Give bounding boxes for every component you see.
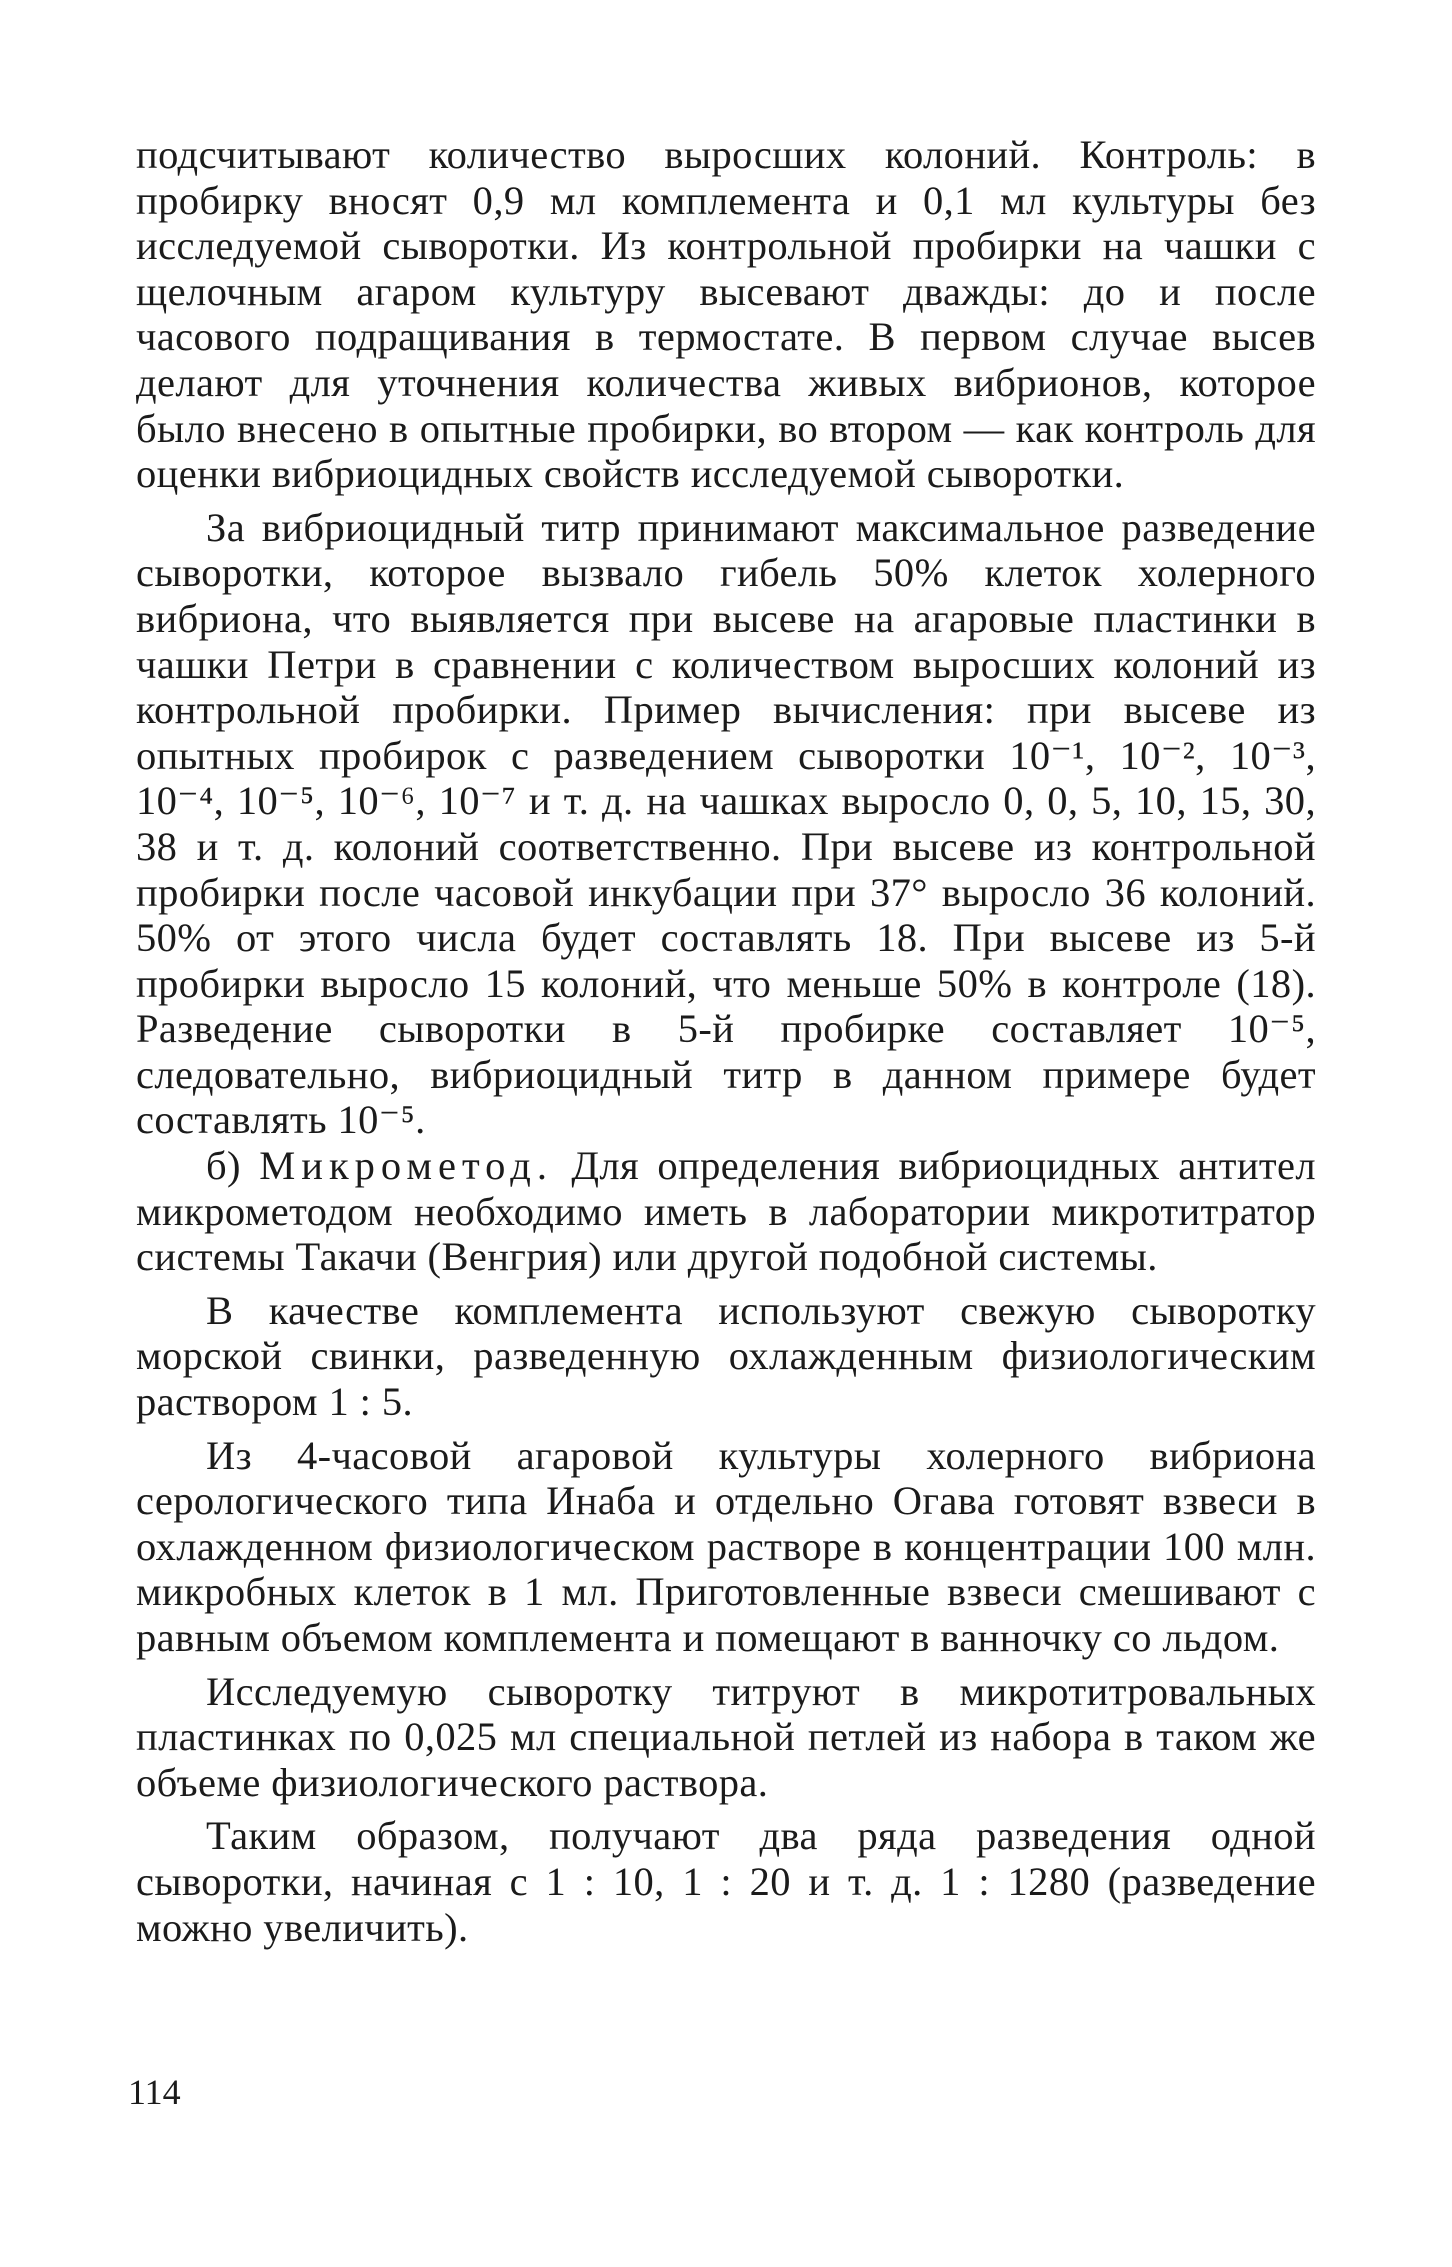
page-number: 114 — [128, 2072, 181, 2112]
paragraph-7: Таким образом, получают два ряда разведения одной сыворотки, начиная с 1 : 10, 1 : 20 и т. д. 1 : 1280 (разведение можно увеличить). — [136, 1813, 1316, 1950]
paragraph-2: За вибриоцидный титр принимают максимальное разведение сыворотки, которое вызвало гибель 50% клеток холерного вибриона, что выявляется при высеве на агаровые пластинки в чашки Петри в сравнении с количеством выросших колоний из контрольной пробирки. Пример вычисления: при высеве из опытных пробирок с разведением сыворотки 10⁻¹, 10⁻², 10⁻³, 10⁻⁴, 10⁻⁵, 10⁻⁶, 10⁻⁷ и т. д. на чашках выросло 0, 0, 5, 10, 15, 30, 38 и т. д. колоний соответственно. При высеве из контрольной пробирки после часовой инкубации при 37° выросло 36 колоний. 50% от этого числа будет составлять 18. При высеве из 5-й пробирки выросло 15 колоний, что меньше 50% в контроле (18). Разведение сыворотки в 5-й пробирке составляет 10⁻⁵, следовательно, вибриоцидный титр в данном примере будет составлять 10⁻⁵. — [136, 504, 1316, 1143]
paragraph-5: Из 4-часовой агаровой культуры холерного вибриона серологического типа Инаба и отдельно Огава готовят взвеси в охлажденном физиологическом растворе в концентрации 100 млн. микробных клеток в 1 мл. Приготовленные взвеси смешивают с равным объемом комплемента и помещают в ванночку со льдом. — [136, 1432, 1316, 1660]
page-body — [136, 132, 1316, 1950]
method-heading: Микрометод. — [259, 1143, 553, 1189]
paragraph-1: подсчитывают количество выросших колоний. Контроль: в пробирку вносят 0,9 мл комплемента и 0,1 мл культуры без исследуемой сыворотки. Из контрольной пробирки на чашки с щелочным агаром культуру высевают дважды: до и после часового подращивания в термостате. В первом случае высев делают для уточнения количества живых вибрионов, которое было внесено в опытные пробирки, во втором — как контроль для оценки вибриоцидных свойств исследуемой сыворотки. — [136, 132, 1316, 497]
paragraph-3-text: Для определения вибриоцидных антител микрометодом необходимо иметь в лаборатории микротитратор системы Такачи (Венгрия) или другой подобной системы. — [136, 1143, 1317, 1280]
paragraph-3 — [136, 1143, 1316, 1280]
paragraph-4: В качестве комплемента используют свежую сыворотку морской свинки, разведенную охлажденным физиологическим раствором 1 : 5. — [136, 1287, 1316, 1425]
paragraph-6: Исследуемую сыворотку титруют в микротитровальных пластинках по 0,025 мл специальной петлей из набора в таком же объеме физиологического раствора. — [136, 1668, 1316, 1805]
paragraph-3-lead: б) — [206, 1143, 260, 1189]
